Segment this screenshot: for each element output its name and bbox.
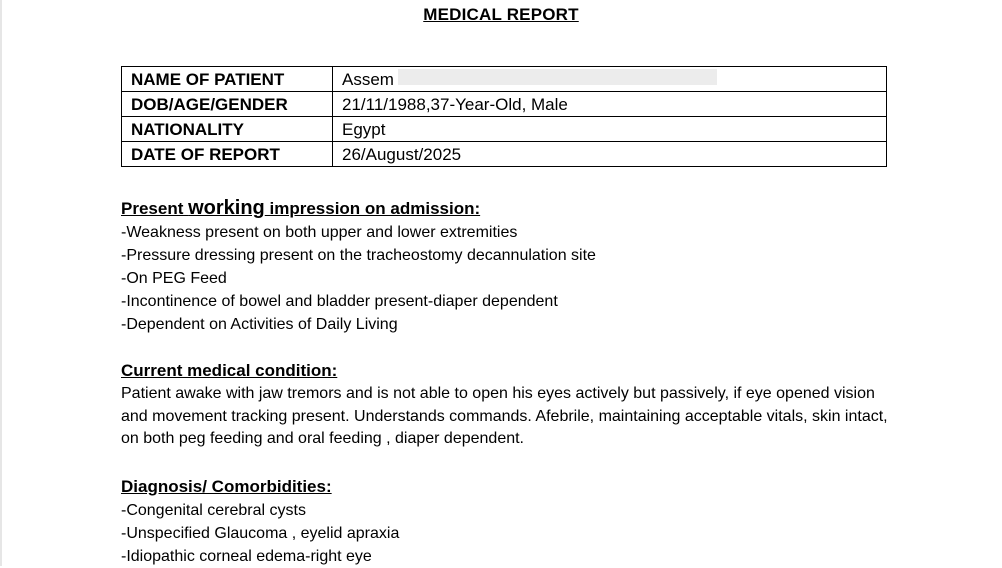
list-item: -Congenital cerebral cysts: [121, 502, 306, 519]
list-item: -Unspecified Glaucoma , eyelid apraxia: [121, 525, 400, 542]
condition-text: Patient awake with jaw tremors and is not able to open his eyes actively but passively, if eye opened vision and movement tracking present. Understands commands. Afebrile, maintaining acceptable vitals, skin intact, on both peg feeding and oral feeding , diaper dependent.: [121, 385, 888, 447]
report-date-label: DATE OF REPORT: [122, 142, 333, 167]
list-item: -Incontinence of bowel and bladder present-diaper dependent: [121, 293, 558, 310]
report-date-value: 26/August/2025: [333, 142, 887, 167]
impression-heading: [121, 196, 911, 221]
impression-section: [121, 196, 911, 336]
dob-age-gender-value: 21/11/1988,37-Year-Old, Male: [333, 92, 887, 117]
condition-section: [121, 359, 911, 451]
redaction-block: [398, 69, 717, 85]
list-item: -Idiopathic corneal edema-right eye: [121, 548, 372, 565]
impression-heading-post: impression on admission:: [264, 199, 481, 218]
patient-name-cell: [333, 67, 887, 92]
nationality-value: Egypt: [333, 117, 887, 142]
condition-heading: Current medical condition:: [121, 361, 338, 380]
impression-heading-pre: Present: [121, 199, 189, 218]
nationality-label: NATIONALITY: [122, 117, 333, 142]
table-row: [122, 92, 887, 117]
patient-info-table: [121, 66, 887, 167]
patient-name-label: NAME OF PATIENT: [122, 67, 333, 92]
list-item: -Dependent on Activities of Daily Living: [121, 316, 398, 333]
list-item: -On PEG Feed: [121, 270, 227, 287]
list-item: -Pressure dressing present on the tracheostomy decannulation site: [121, 247, 596, 264]
diagnosis-section: [121, 475, 911, 568]
page-edge: [0, 0, 2, 566]
table-row: [122, 67, 887, 92]
dob-age-gender-label: DOB/AGE/GENDER: [122, 92, 333, 117]
diagnosis-heading: Diagnosis/ Comorbidities:: [121, 477, 332, 496]
impression-heading-emph: working: [188, 197, 265, 219]
table-row: [122, 117, 887, 142]
table-row: [122, 142, 887, 167]
patient-name-value: Assem: [342, 69, 394, 89]
document-title: MEDICAL REPORT: [423, 5, 579, 24]
list-item: -Weakness present on both upper and lower extremities: [121, 224, 518, 241]
